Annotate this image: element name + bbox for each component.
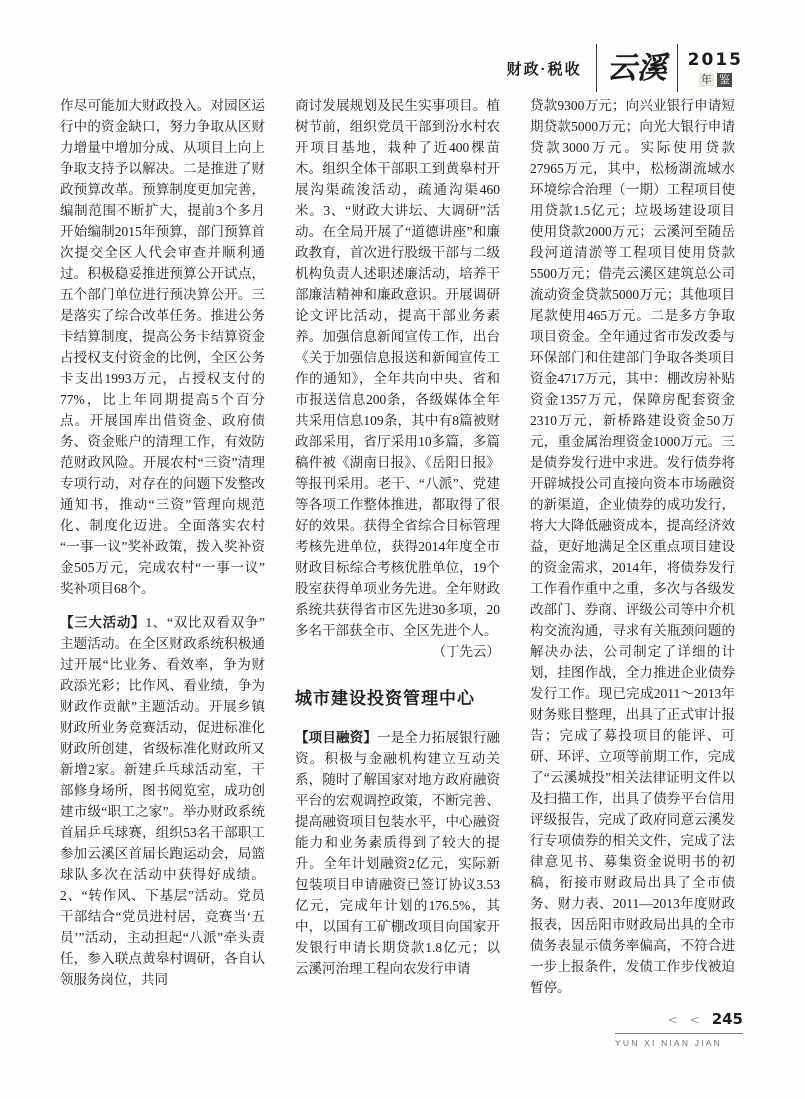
paragraph: 作尽可能加大财政投入。对园区运行中的资金缺口，努力争取从区财力增量中增加分成、从项目上向上争取支持予以解决。二是推进了财政预算改革。预算制度更加完善，编制范围不断扩大，提前3个多月开始编制2015年预算，部门预算首次提交全区人代会审查并顺利通过。积极稳妥推进预算公开试点，五个部门单位进行预决算公开。三是落实了综合改革任务。推进公务卡结算制度，提高公务卡结算资金占授权支付资金的比例，全区公务卡支出1993万元，占授权支付的77%，比上年同期提高5个百分点。开展国库出借资金、政府债务、资金账户的清理工作，有效防范财政风险。开展农村“三资”清理专项行动，对存在的问题下发整改通知书，推动“三资”管理向规范化、制度化迈进。全面落实农村“一事一议”奖补政策，拨入奖补资金505万元，完成农村“一事一议”奖补项目68个。 bbox=[60, 98, 265, 596]
year-char-jian: 鉴 bbox=[718, 73, 730, 86]
chevron-left-icon: < bbox=[667, 1013, 678, 1027]
page-footer bbox=[615, 1010, 743, 1048]
paragraph: 商讨发展规划及民生实事项目。植树节前，组织党员干部到汾水村农开项目基地，栽种了近400棵苗木。组织全体干部职工到黄皋村开展沟渠疏浚活动，疏通沟渠460米。3、“财政大讲坛、大调研”活动。在全局开展了“道德讲座”和廉政教育，首次进行股级干部与二级机构负责人述职述廉活动，培养干部廉洁精神和廉政意识。开展调研论文评比活动，提高干部业务素养。加强信息新闻宣传工作，出台《关于加强信息报送和新闻宣传工作的通知》，全年共向中央、省和市报送信息200条，各级媒体全年共采用信息109条，其中有8篇被财政部采用，省厅采用10多篇，多篇稿件被《湖南日报》、《岳阳日报》等报刊采用。老干、“八派”、党建等各项工作整体推进，都取得了很好的效果。获得全省综合目标管理考核先进单位，获得2014年度全市财政目标综合考核优胜单位，19个股室获得单项业务先进。全年财政系统共获得省市区先进30多项，20多名干部获全市、全区先进个人。 bbox=[295, 98, 500, 638]
year-text: 2015 bbox=[687, 49, 743, 70]
text-columns bbox=[60, 95, 745, 998]
year-block bbox=[678, 50, 743, 87]
paragraph-text: 一是全力拓展银行融资。积极与金融机构建立互动关系，随时了解国家对地方政府融资平台的宏观调控政策，不断完善、提高融资项目包装水平，中心融资能力和业务素质得到了较大的提升。全年计划融资2亿元，实际新包装项目申请融资已签订协议3.53亿元，完成年计划的176.5%，其中，以国有工矿棚改项目向国家开发银行申请长期贷款1.8亿元；以云溪河治理工程向农发行申请 bbox=[295, 730, 501, 976]
footer-rule bbox=[615, 1033, 743, 1034]
column-2 bbox=[295, 95, 500, 998]
paragraph bbox=[295, 727, 500, 979]
paragraph-lead: 【三大活动】 bbox=[60, 615, 146, 630]
paragraph-text: 1、“双比双看双争”主题活动。在全区财政系统积极通过开展“比业务、看效率，争为财政添光彩；比作风、看业绩，争为财政作贡献”主题活动。开展乡镇财政所业务竞赛活动，促进标准化财政所创建，省级标准化财政所又新增2家。新建乒乓球活动室，干部修身场所，图书阅览室，成功创建市级“职工之家”。举办财政系统首届乒乓球赛，组织53名干部职工参加云溪区首届长跑运动会，局篮球队多次在活动中获得好成绩。2、“转作风、下基层”活动。党员干部结合“党员进村居，竞赛当‘五员’”活动，主动担起“八派”牵头责任，参入联点黄皋村调研，各自认领服务岗位，共同 bbox=[60, 615, 266, 987]
yearbook-brand: 云溪 bbox=[606, 51, 667, 86]
byline: （丁先云） bbox=[432, 644, 500, 659]
paragraph bbox=[60, 612, 265, 990]
section-heading: 城市建设投资管理中心 bbox=[295, 689, 475, 708]
page-number-row bbox=[615, 1010, 743, 1028]
paragraph-lead: 【项目融资】 bbox=[295, 730, 378, 745]
section-title: 财政·税收 bbox=[506, 60, 582, 78]
year-char-nian: 年 bbox=[700, 73, 712, 86]
column-3 bbox=[530, 95, 735, 998]
page-number: 245 bbox=[711, 1010, 743, 1028]
paragraph: 贷款9300万元；向兴业银行申请短期贷款5000万元；向光大银行申请贷款3000万元。实际使用贷款27965万元，其中，松杨湖流域水环境综合治理（一期）工程项目使用贷款1.5亿元；垃圾场建设项目使用贷款2000万元；云溪河至随岳段河道清淤等工程项目使用贷款5500万元；借壳云溪区建筑总公司流动资金贷款5000万元；其他项目尾款使用465万元。二是多方争取项目资金。全年通过省市发改委与环保部门和住建部门争取各类项目资金4717万元，其中：棚改房补贴资金1357万元，保障房配套资金2310万元，新桥路建设资金50万元，重金属治理资金1000万元。三是债券发行进中求进。发行债券将开辟城投公司直接向资本市场融资的新渠道，企业债券的成功发行，将大大降低融资成本，提高经济效益，更好地满足全区重点项目建设的资金需求，2014年，将债券发行工作看作重中之重，多次与各级发改部门、券商、评级公司等中介机构交流沟通，寻求有关瓶颈问题的解决办法，公司制定了详细的计划，挂图作战，全力推进企业债券发行工作。现已完成2011～2013年财务账目整理，出具了正式审计报告；完成了募投项目的能评、可研、环评、立项等前期工作，完成了“云溪城投”相关法律证明文件以及扫描工作，出具了债券平台信用评级报告，完成了政府同意云溪发行专项债券的相关文件，完成了法律意见书、募集资金说明书的初稿，衔接市财政局出具了全市债务、财力表、2011—2013年度财政报表，因岳阳市财政局出具的全市债务表显示债务率偏高，不符合进一步上报条件，发债工作步伐被迫暂停。 bbox=[530, 98, 735, 995]
page-header bbox=[507, 44, 743, 92]
year-label bbox=[699, 73, 732, 87]
chevron-left-icon: < bbox=[689, 1013, 700, 1027]
column-1 bbox=[60, 95, 265, 998]
romanized-title: YUN XI NIAN JIAN bbox=[615, 1038, 722, 1048]
